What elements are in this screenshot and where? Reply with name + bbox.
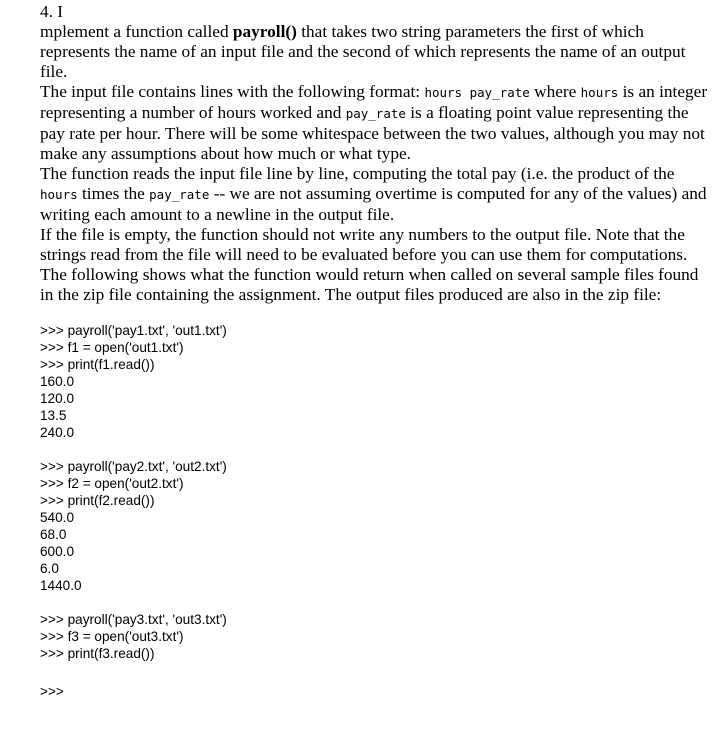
examples-section bbox=[40, 322, 710, 700]
paragraph-empty-file: If the file is empty, the function should not write any numbers to the output file. Note that the strings read from the file will need to be evaluated before you can use them for computations. The following shows what the function would return when called on several sample files found in the zip file containing the assignment. The output files produced are also in the zip file: bbox=[40, 225, 699, 304]
example-output-line: 160.0 bbox=[40, 374, 75, 389]
code-hours-2: hours bbox=[40, 187, 78, 202]
format-text-d: is a floating point value representing the pay rate per hour. There will be some whitespace between the two values, although you may not make any assumptions about how much or what type. bbox=[40, 103, 705, 163]
question-document bbox=[40, 2, 710, 700]
question-number: 4. I bbox=[40, 2, 64, 21]
example-output-line: 120.0 bbox=[40, 391, 75, 406]
example-line: >>> payroll('pay2.txt', 'out2.txt') bbox=[40, 459, 227, 474]
code-pay-rate-2: pay_rate bbox=[149, 187, 210, 202]
example-line: >>> payroll('pay3.txt', 'out3.txt') bbox=[40, 612, 227, 627]
example-block-3 bbox=[40, 611, 710, 662]
intro-text-a: mplement a function called bbox=[40, 22, 233, 41]
example-block-1 bbox=[40, 322, 710, 441]
example-line: >>> print(f1.read()) bbox=[40, 357, 155, 372]
behavior-text-a: The function reads the input file line by line, computing the total pay (i.e. the product of the bbox=[40, 164, 675, 183]
code-hours: hours bbox=[580, 85, 619, 100]
example-line: >>> f1 = open('out1.txt') bbox=[40, 340, 184, 355]
example-line: >>> print(f2.read()) bbox=[40, 493, 155, 508]
example-line: >>> f2 = open('out2.txt') bbox=[40, 476, 184, 491]
code-hours-pay-rate: hours pay_rate bbox=[424, 85, 530, 100]
behavior-text-b: times the bbox=[77, 184, 150, 203]
function-name: payroll() bbox=[232, 22, 297, 41]
example-output-line: 68.0 bbox=[40, 527, 67, 542]
behavior-text-c: -- we are not assuming overtime is computed for any of the values) and writing each amount to a newline in the output file. bbox=[40, 184, 707, 224]
example-output-line: 600.0 bbox=[40, 544, 75, 559]
example-output-line: 13.5 bbox=[40, 408, 67, 423]
example-output-line: 1440.0 bbox=[40, 578, 82, 593]
intro-text-b: that takes two string parameters the first of which represents the name of an input file and the second of which represents the name of an output file. bbox=[40, 22, 686, 81]
format-text-a: The input file contains lines with the following format: bbox=[40, 82, 425, 101]
example-line: >>> f3 = open('out3.txt') bbox=[40, 629, 184, 644]
example-output-line: 6.0 bbox=[40, 561, 59, 576]
paragraph-behavior bbox=[40, 164, 710, 225]
code-pay-rate: pay_rate bbox=[345, 106, 406, 121]
example-line: >>> print(f3.read()) bbox=[40, 646, 155, 661]
example-output-line: 240.0 bbox=[40, 425, 75, 440]
final-prompt: >>> bbox=[40, 684, 64, 699]
example-output-line: 540.0 bbox=[40, 510, 75, 525]
format-text-c: is an integer representing a number of hours worked and bbox=[40, 82, 708, 122]
paragraph-intro bbox=[40, 22, 710, 82]
example-line: >>> payroll('pay1.txt', 'out1.txt') bbox=[40, 323, 227, 338]
format-text-b: where bbox=[529, 82, 581, 101]
paragraph-input-format bbox=[40, 82, 710, 164]
example-block-2 bbox=[40, 458, 710, 594]
